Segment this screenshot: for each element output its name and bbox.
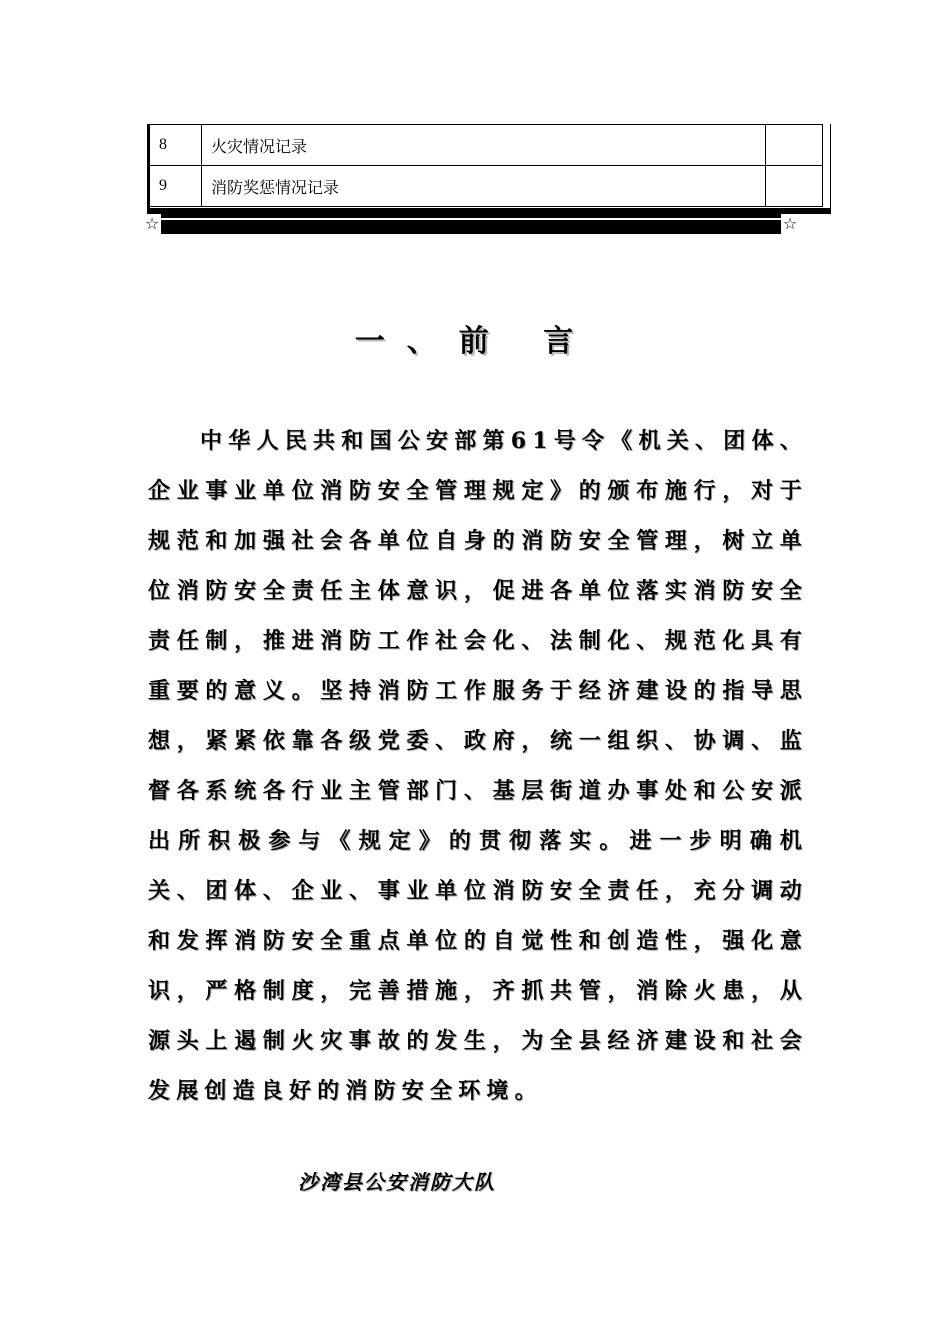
signature: 沙湾县公安消防大队 (298, 1170, 496, 1194)
section-heading: 一、前 言 (354, 324, 596, 359)
star-icon: ☆ (782, 214, 798, 233)
table-row (150, 125, 823, 166)
row-number: 9 (150, 166, 202, 207)
decorative-border-line (161, 218, 781, 232)
toc-table (149, 124, 823, 207)
row-title: 消防奖惩情况记录 (202, 166, 766, 207)
row-title: 火灾情况记录 (202, 125, 766, 166)
row-number: 8 (150, 125, 202, 166)
row-extra (766, 166, 823, 207)
row-extra (766, 125, 823, 166)
table-row (150, 166, 823, 207)
body-paragraph: 中华人民共和国公安部第61号令《机关、团体、企业事业单位消防安全管理规定》的颁布施行，对于规范和加强社会各单位自身的消防安全管理，树立单位消防安全责任主体意识，促进各单位落实消防安全责任制，推进消防工作社会化、法制化、规范化具有重要的意义。坚持消防工作服务于经济建设的指导思想，紧紧依靠各级党委、政府，统一组织、协调、监督各系统各行业主管部门、基层街道办事处和公安派出所积极参与《规定》的贯彻落实。进一步明确机关、团体、企业、事业单位消防安全责任，充分调动和发挥消防安全重点单位的自觉性和创造性，强化意识，严格制度，完善措施，齐抓共管，消除火患，从源头上遏制火灾事故的发生，为全县经济建设和社会发展创造良好的消防安全环境。 (148, 428, 808, 1104)
star-icon: ☆ (144, 214, 160, 233)
toc-table-frame (143, 124, 835, 236)
